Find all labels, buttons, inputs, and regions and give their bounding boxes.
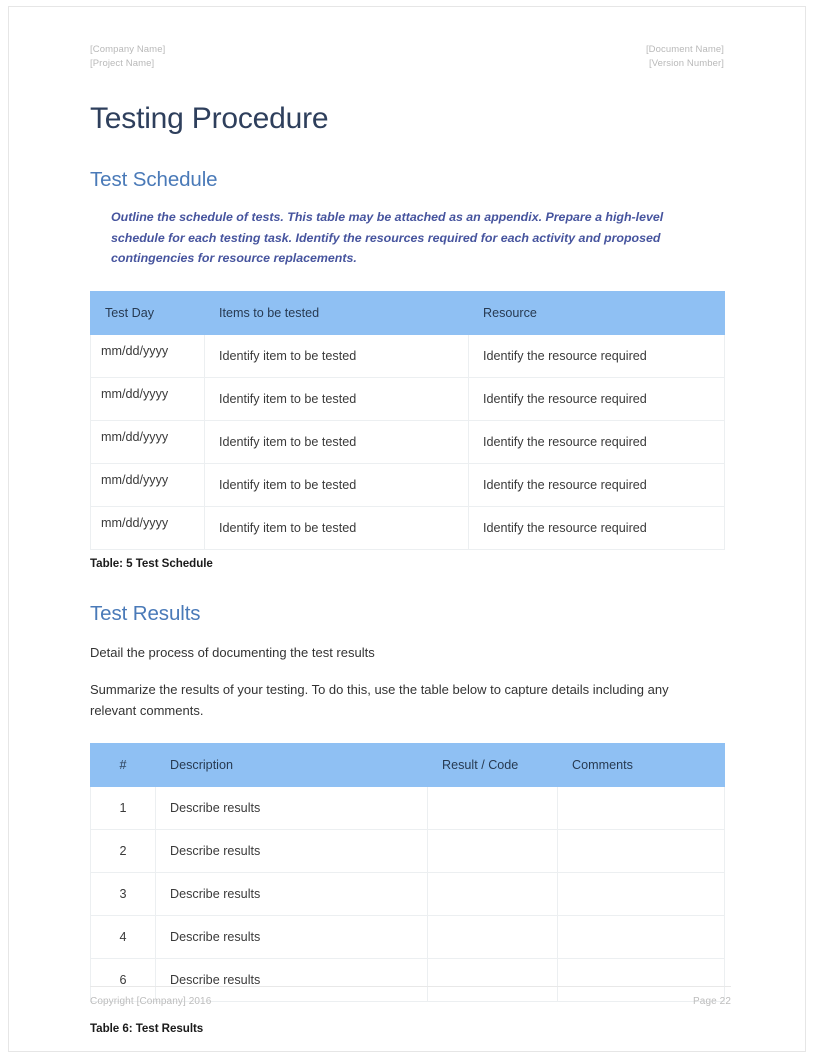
table-header-row [91, 291, 725, 334]
running-footer [90, 986, 731, 1007]
document-page [8, 6, 806, 1052]
cell-test-day: mm/dd/yyyy [91, 334, 205, 377]
footer-divider [90, 986, 731, 987]
cell-resource: Identify the resource required [469, 420, 725, 463]
cell-comments [558, 915, 725, 958]
column-header-comments: Comments [558, 743, 725, 786]
table-row [91, 334, 725, 377]
cell-number: 2 [91, 829, 156, 872]
cell-test-day: mm/dd/yyyy [91, 420, 205, 463]
header-version-number: [Version Number] [649, 57, 724, 69]
cell-number: 6 [91, 958, 156, 1001]
column-header-description: Description [156, 743, 428, 786]
cell-number: 3 [91, 872, 156, 915]
footer-copyright: Copyright [Company] 2016 [90, 996, 212, 1007]
cell-result-code [428, 915, 558, 958]
cell-description: Describe results [156, 958, 428, 1001]
cell-number: 4 [91, 915, 156, 958]
page-content [90, 43, 724, 1035]
cell-description: Describe results [156, 872, 428, 915]
cell-item: Identify item to be tested [205, 463, 469, 506]
cell-description: Describe results [156, 786, 428, 829]
table-row [91, 786, 725, 829]
column-header-test-day: Test Day [91, 291, 205, 334]
table-caption-test-results: Table 6: Test Results [90, 1021, 204, 1035]
header-project-name: [Project Name] [90, 57, 155, 69]
cell-item: Identify item to be tested [205, 506, 469, 549]
table-header-row [91, 743, 725, 786]
page-title: Testing Procedure [90, 102, 329, 135]
test-schedule-table [90, 291, 725, 550]
section-heading-test-schedule: Test Schedule [90, 168, 218, 191]
cell-description: Describe results [156, 829, 428, 872]
column-header-resource: Resource [469, 291, 725, 334]
cell-description: Describe results [156, 915, 428, 958]
table-row [91, 829, 725, 872]
table-row [91, 506, 725, 549]
column-header-number: # [91, 743, 156, 786]
cell-comments [558, 872, 725, 915]
cell-item: Identify item to be tested [205, 334, 469, 377]
instruction-text-test-schedule: Outline the schedule of tests. This table may be attached as an appendix. Prepare a high-level schedule for each testing task. Identify the resources required for each activity and proposed contingencies for resource replacements. [111, 210, 664, 265]
paragraph-summarize-results: Summarize the results of your testing. To do this, use the table below to capture details including any relevant comments. [90, 681, 669, 718]
cell-result-code [428, 786, 558, 829]
header-left [90, 43, 165, 70]
header-document-name: [Document Name] [645, 44, 724, 55]
cell-comments [558, 786, 725, 829]
header-company-name: [Company Name] [90, 44, 166, 55]
cell-resource: Identify the resource required [469, 506, 725, 549]
column-header-items: Items to be tested [205, 291, 469, 334]
cell-test-day: mm/dd/yyyy [91, 506, 205, 549]
running-header [90, 43, 724, 70]
cell-comments [558, 829, 725, 872]
footer-page-number: Page 22 [693, 996, 731, 1007]
table-row [91, 420, 725, 463]
cell-test-day: mm/dd/yyyy [91, 463, 205, 506]
column-header-result-code: Result / Code [428, 743, 558, 786]
paragraph-detail-process: Detail the process of documenting the test results [90, 644, 375, 660]
cell-test-day: mm/dd/yyyy [91, 377, 205, 420]
table-row [91, 872, 725, 915]
footer-row [90, 996, 731, 1007]
table-caption-test-schedule: Table: 5 Test Schedule [90, 556, 213, 570]
table-row [91, 463, 725, 506]
cell-resource: Identify the resource required [469, 463, 725, 506]
cell-result-code [428, 872, 558, 915]
section-heading-test-results: Test Results [90, 601, 201, 625]
table-row [91, 915, 725, 958]
cell-result-code [428, 829, 558, 872]
cell-number: 1 [91, 786, 156, 829]
cell-resource: Identify the resource required [469, 377, 725, 420]
cell-resource: Identify the resource required [469, 334, 725, 377]
test-results-table [90, 743, 725, 1002]
cell-item: Identify item to be tested [205, 377, 469, 420]
header-right [646, 43, 724, 70]
cell-item: Identify item to be tested [205, 420, 469, 463]
table-row [91, 377, 725, 420]
